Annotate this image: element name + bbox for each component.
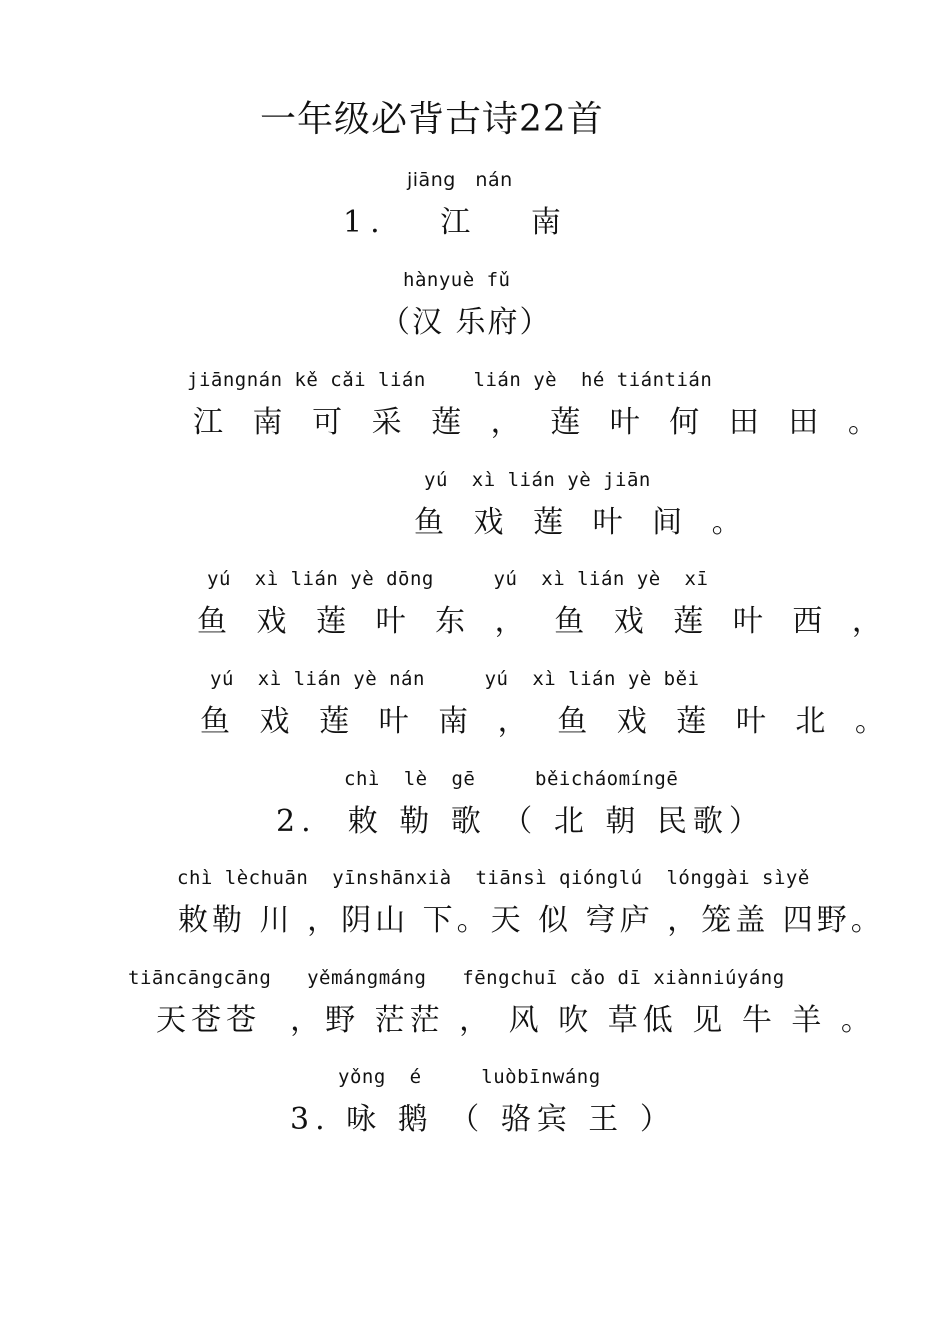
verse-pinyin: yú xì lián yè nán yú xì lián yè běi — [210, 668, 700, 690]
verse-line: 鱼 戏 莲 叶 南 ， 鱼 戏 莲 叶 北 。 — [200, 704, 895, 739]
verse-line: 鱼 戏 莲 叶 东 ， 鱼 戏 莲 叶 西 ， — [197, 604, 892, 639]
verse-pinyin: chì lèchuān yīnshānxià tiānsì qiónglú lónggài sìyě — [177, 867, 810, 889]
verse-line: 敕勒 川 ，阴山 下。天 似 穹庐 ，笼盖 四野。 — [178, 903, 885, 938]
poem-title: 1. 江 南 — [343, 205, 569, 240]
poem-title-pinyin: yǒng é luòbīnwáng — [338, 1066, 601, 1088]
poem-title-pinyin: chì lè gē běicháomíngē — [344, 768, 679, 790]
poem-author: （汉 乐府） — [380, 305, 552, 340]
verse-line: 鱼 戏 莲 叶 间 。 — [414, 505, 752, 540]
author-pinyin: hànyuè fǔ — [403, 269, 511, 291]
verse-line: 天苍苍 ，野 茫茫 ， 风 吹 草低 见 牛 羊 。 — [156, 1003, 876, 1038]
verse-pinyin: tiāncāngcāng yěmángmáng fēngchuī cǎo dī xiànniúyáng — [128, 967, 785, 989]
verse-pinyin: yú xì lián yè jiān — [424, 469, 651, 491]
poem-title: 2. 敕 勒 歌 （ 北 朝 民歌） — [276, 804, 765, 839]
poem-title-pinyin: jiāng nán — [407, 169, 513, 191]
document-title: 一年级必背古诗22首 — [260, 99, 604, 140]
poem-title: 3. 咏 鹅 （ 骆宾 王 ） — [290, 1102, 676, 1137]
verse-pinyin: jiāngnán kě cǎi lián lián yè hé tiántián — [187, 369, 713, 391]
verse-line: 江 南 可 采 莲 ， 莲 叶 何 田 田 。 — [193, 405, 888, 440]
verse-pinyin: yú xì lián yè dōng yú xì lián yè xī — [207, 568, 709, 590]
